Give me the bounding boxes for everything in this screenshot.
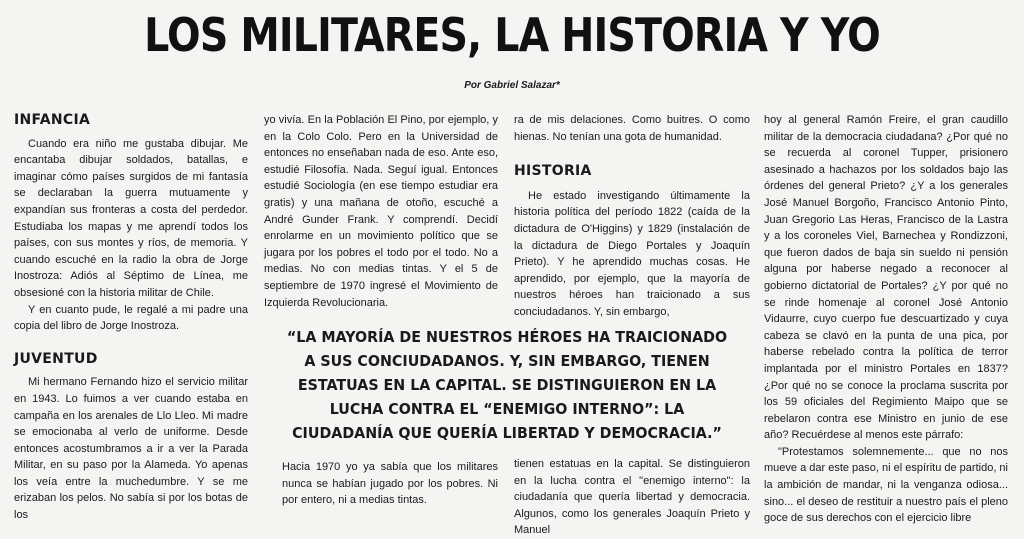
paragraph: Cuando era niño me gustaba dibujar. Me encantaba dibujar soldados, batallas, e imaginar cómo países surgidos de mi fantasía se declaraban la guerra mutuamente y expandían sus fronteras a costa del perdedor. Estudiaba los mapas y me aprendí todos los países, con sus montes y ríos, de memoria. Y cuando escuché en la radio la obra de Jorge Inostroza: Adiós al Séptimo de Línea, me obsesioné con la historia militar de Chile. — [14, 137, 248, 299]
article-headline: LOS MILITARES, LA HISTORIA Y YO — [144, 8, 880, 62]
section-heading-historia: HISTORIA — [514, 163, 592, 180]
pull-quote: “LA MAYORÍA DE NUESTROS HÉROES HA TRAICIONADO A SUS CONCIUDADANOS. Y, SIN EMBARGO, TIENEN ESTATUAS EN LA CAPITAL. SE DISTINGUIERON EN LA LUCHA CONTRA EL “ENEMIGO INTERNO”: LA CIUDADANÍA QUE QUERÍA LIBERTAD Y DEMOCRACIA.” — [286, 328, 728, 442]
paragraph: hoy al general Ramón Freire, el gran caudillo militar de la democracia ciudadana? ¿Por qué no se recuerda al coronel Tupper, prisionero asesinado a hachazos por los soldados bajo las órdenes del general Prieto? ¿Y a los generales José Manuel Borgoño, Francisco Antonio Pinto, Juan Gregorio Las Heras, Francisco de la Lastra y a los coroneles Viel, Barnechea y Rondizzoni, que fueron dados de baja sin sueldo ni pensión alguna por haberse negado a reconocer al gobierno dictatorial de Portales? ¿Y por qué no se rinde homenaje al coronel José Antonio Vidaurre, cuyo cuerpo fue descuartizado y cuya cabeza se clavó en la punta de una pica, por haberse rebelado contra la política de terror implantada por el ministro Portales en 1837? ¿Por qué no se conoce la proclama suscrita por los 59 oficiales del Regimiento Maipo que se rebelaron contra ese Ministro en junio de ese año? Recuérdese al menos este párrafo: — [764, 114, 1008, 442]
column-2 — [264, 112, 498, 311]
column-3 — [514, 112, 750, 321]
paragraph: ra de mis delaciones. Como buitres. O como hienas. No tenían una gota de humanidad. — [514, 114, 750, 143]
column-4 — [764, 112, 1008, 527]
paragraph: "Protestamos solemnemente... que no nos mueve a dar este paso, ni el espíritu de partido, ni la ambición de mandar, ni la venganza odiosa... sino... el deseo de restituir a nuestro país el pleno goce de sus derechos con el ejercicio libre — [764, 445, 1008, 525]
column-1 — [14, 112, 248, 524]
paragraph: He estado investigando últimamente la historia política del período 1822 (caída de la dictadura de O'Higgins) y 1829 (instalación de la dictadura de Diego Portales y Joaquín Prieto). Y he aprendido muchas cosas. He aprendido, por ejemplo, que la mayoría de nuestros héroes han traicionado a sus conciudadanos. Y, sin embargo, — [514, 189, 750, 318]
section-heading-juventud: JUVENTUD — [14, 350, 98, 367]
section-heading-infancia: INFANCIA — [14, 112, 91, 128]
paragraph: Y en cuanto pude, le regalé a mi padre una copia del libro de Jorge Inostroza. — [14, 303, 248, 333]
paragraph: Hacia 1970 yo ya sabía que los militares nunca se habían jugado por los pobres. Ni por entero, ni a medias tintas. — [282, 461, 498, 507]
byline: Por Gabriel Salazar* — [464, 80, 560, 91]
paragraph: tienen estatuas en la capital. Se distinguieron en la lucha contra el "enemigo interno": la ciudadanía que quería libertad y democracia. Algunos, como los generales Joaquín Prieto y Manuel — [514, 458, 750, 537]
column-2-continued — [282, 459, 498, 509]
paragraph: yo vivía. En la Población El Pino, por ejemplo, y en la Colo Colo. Pero en la Universidad de entonces no enseñaban nada de eso. Ante eso, estudié Filosofía. Nada. Seguí igual. Entonces estudié Sociología (en ese tiempo estudiar era gratis) y una mañana de otoño, escuché a André Gunder Frank. Y comprendí. Decidí enrolarme en un movimiento político que se jugara por los pobres el todo por el todo. No a medias. No con medias tintas. Y el 5 de septiembre de 1970 ingresé el Movimiento de Izquierda Revolucionaria. — [264, 114, 498, 309]
paragraph: Mi hermano Fernando hizo el servicio militar en 1943. Lo fuimos a ver cuando estaba en campaña en los arenales de Llo Lleo. Mi madre se emocionaba al verlo de uniforme. Desde entonces acostumbramos a ir a ver la Parada Militar, en su paso por la Alameda. Yo apenas los veía entre la muchedumbre. Y se me erizaban los pelos. No sabía si por los botas de los — [14, 376, 248, 522]
column-3-continued — [514, 456, 750, 539]
